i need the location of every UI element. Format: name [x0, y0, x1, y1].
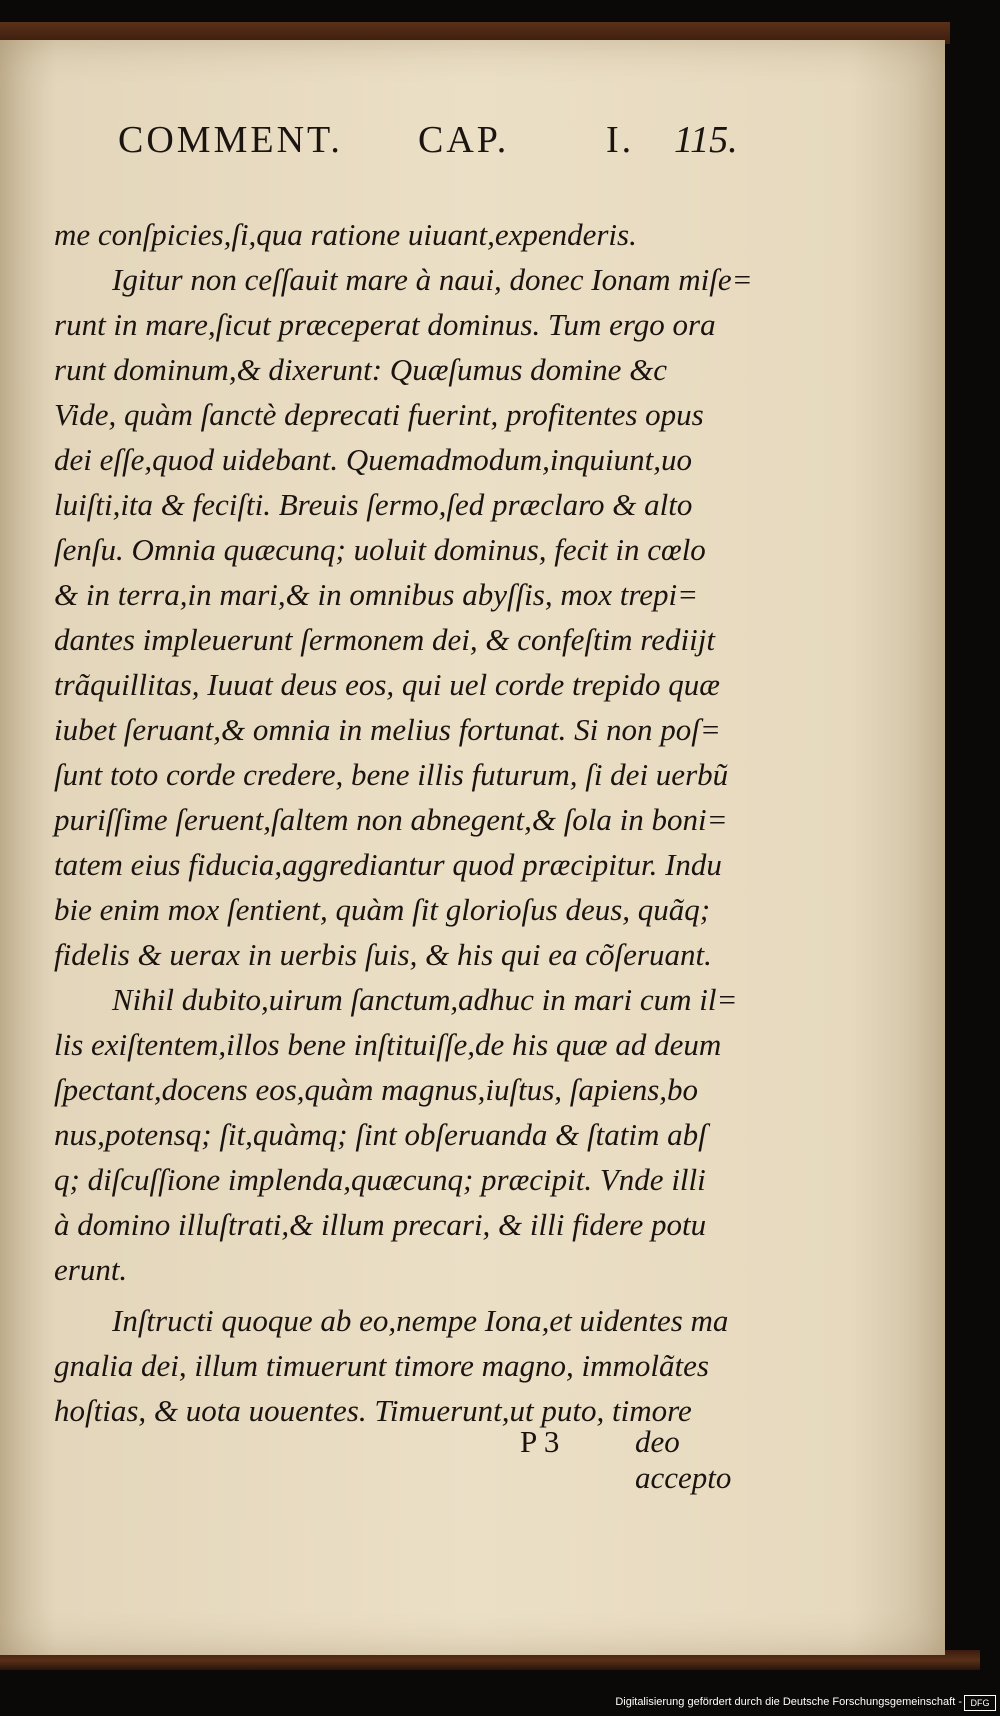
- text-line: fidelis & uerax in uerbis ſuis, & his qui ea cõſeruant.: [54, 937, 712, 972]
- text-line: à domino illuſtrati,& illum precari, & illi fidere potu: [54, 1207, 707, 1242]
- page-footer-marks: [520, 1424, 780, 1495]
- digitization-footer: [0, 1690, 1000, 1716]
- text-line: Vide, quàm ſanctè deprecati fuerint, profitentes opus: [54, 397, 704, 432]
- text-line: lis exiſtentem,illos bene inſtituiſſe,de his quæ ad deum: [54, 1027, 722, 1062]
- signature-mark: P 3: [520, 1424, 560, 1459]
- text-line: iubet ſeruant,& omnia in melius fortunat. Si non poſ=: [54, 712, 721, 747]
- header-chapter: CAP.: [418, 119, 510, 161]
- text-line: luiſti,ita & feciſti. Breuis ſermo,ſed præclaro & alto: [54, 487, 693, 522]
- text-line: tatem eius fiducia,aggrediantur quod præcipitur. Indu: [54, 847, 722, 882]
- running-header: [118, 118, 758, 178]
- text-line: me conſpicies,ſi,qua ratione uiuant,expenderis.: [54, 217, 637, 252]
- text-line: Inſtructi quoque ab eo,nempe Iona,et uidentes ma: [112, 1303, 729, 1338]
- header-title: COMMENT.: [118, 119, 343, 161]
- text-line: ſenſu. Omnia quæcunq; uoluit dominus, fecit in cœlo: [54, 532, 706, 567]
- book-page: [0, 40, 945, 1655]
- text-line: Nihil dubito,uirum ſanctum,adhuc in mari cum il=: [112, 982, 738, 1017]
- text-line: runt in mare,ſicut præceperat dominus. Tum ergo ora: [54, 307, 716, 342]
- text-line: & in terra,in mari,& in omnibus abyſſis, mox trepi=: [54, 577, 699, 612]
- text-line: runt dominum,& dixerunt: Quæſumus domine &c: [54, 352, 668, 387]
- funding-credit: Digitalisierung gefördert durch die Deutsche Forschungsgemeinschaft -: [615, 1696, 962, 1708]
- header-chapter-number: I.: [606, 119, 635, 161]
- text-line: ſpectant,docens eos,quàm magnus,iuſtus, ſapiens,bo: [54, 1072, 699, 1107]
- text-line: dei eſſe,quod uidebant. Quemadmodum,inquiunt,uo: [54, 442, 692, 477]
- text-line: Igitur non ceſſauit mare à naui, donec Ionam miſe=: [112, 262, 753, 297]
- dfg-logo-icon: DFG: [964, 1695, 996, 1711]
- text-line: q; diſcuſſione implenda,quæcunq; præcipit. Vnde illi: [54, 1162, 706, 1197]
- text-line: hoſtias, & uota uouentes. Timuerunt,ut puto, timore: [54, 1393, 692, 1428]
- body-text: [54, 212, 774, 1433]
- text-line: gnalia dei, illum timuerunt timore magno, immolãtes: [54, 1348, 709, 1383]
- folio-number: 115.: [674, 119, 738, 161]
- catchword: deo accepto: [635, 1424, 732, 1495]
- text-line: nus,potensq; ſit,quàmq; ſint obſeruanda & ſtatim abſ: [54, 1117, 707, 1152]
- text-line: dantes impleuerunt ſermonem dei, & confeſtim rediijt: [54, 622, 715, 657]
- text-line: trãquillitas, Iuuat deus eos, qui uel corde trepido quæ: [54, 667, 720, 702]
- text-line: ſunt toto corde credere, bene illis futurum, ſi dei uerbũ: [54, 757, 729, 792]
- text-line: puriſſime ſeruent,ſaltem non abnegent,& ſola in boni=: [54, 802, 728, 837]
- text-line: erunt.: [54, 1252, 128, 1287]
- text-line: bie enim mox ſentient, quàm ſit glorioſus deus, quãq;: [54, 892, 711, 927]
